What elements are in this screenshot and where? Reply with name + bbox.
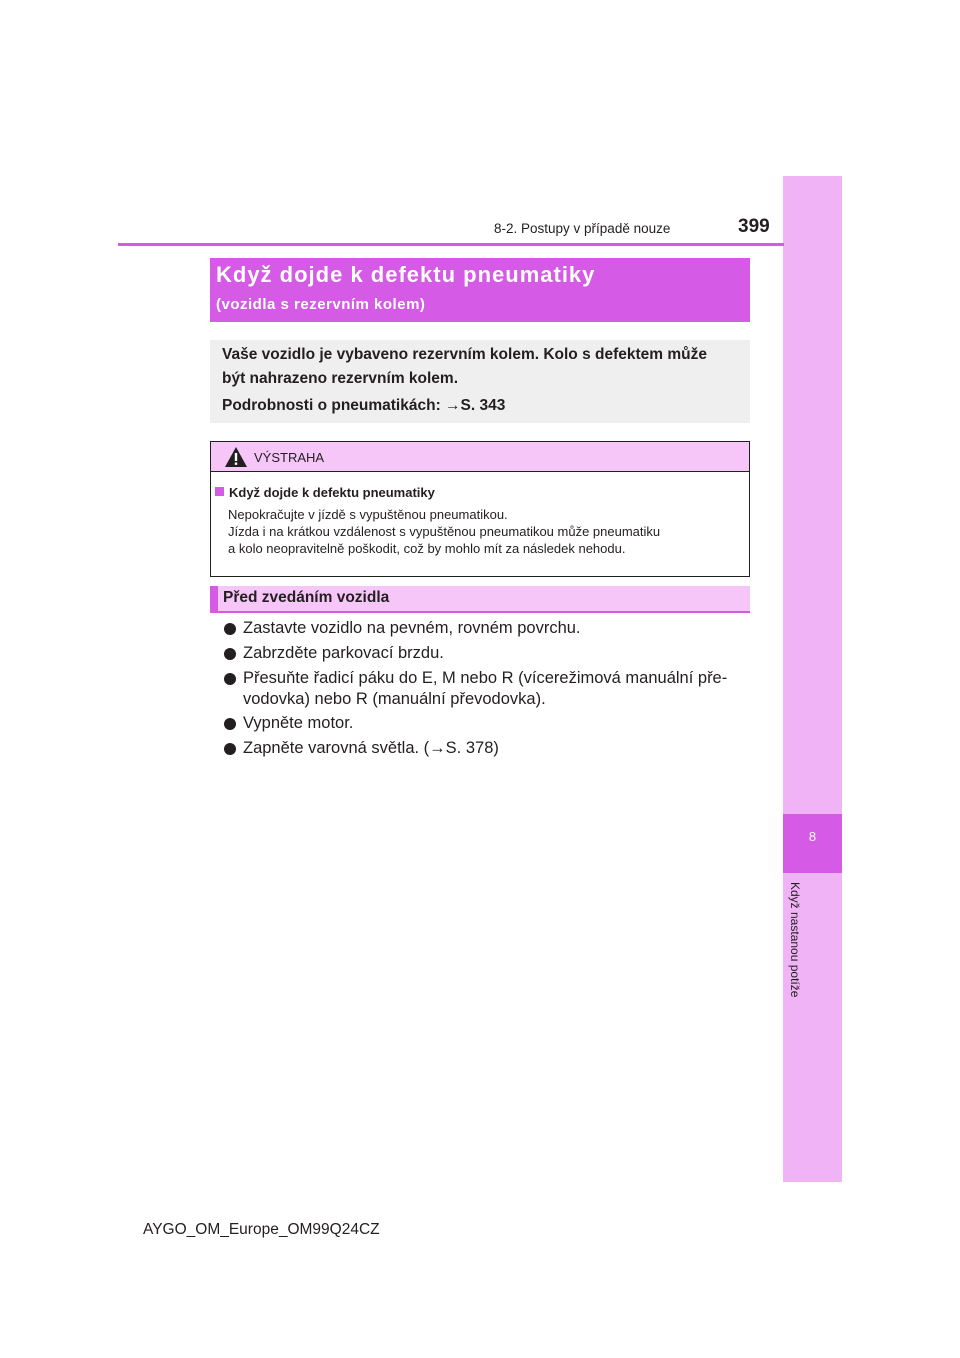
warning-line-3: a kolo neopravitelně poškodit, což by mohlo mít za následek nehodu. [228,541,626,556]
side-tab-strip [783,176,842,1182]
page-title: Když dojde k defektu pneumatiky [216,262,596,287]
list-bullet [224,743,236,755]
intro-line-1: Vaše vozidlo je vybaveno rezervním kolem. Kolo s defektem může [222,346,707,363]
intro-line-3: Podrobnosti o pneumatikách: →S. 343 [222,397,506,414]
list-bullet [224,673,236,685]
warning-line-2: Jízda i na krátkou vzdálenost s vypuštěnou pneumatikou může pneumatiku [228,524,661,539]
subsection-title: Před zvedáním vozidla [223,589,390,606]
warning-bullet-square [215,487,224,496]
intro-line-2: být nahrazeno rezervním kolem. [222,370,459,387]
list-item: Přesuňte řadicí páku do E, M nebo R (vícerežimová manuální pře- [243,669,728,687]
side-tab-chapter-title: Když nastanou potíže [788,882,802,998]
page-number: 399 [738,216,770,237]
list-item: Zabrzděte parkovací brzdu. [243,644,444,662]
page-subtitle: (vozidla s rezervním kolem) [216,296,426,313]
side-tab-chapter-number: 8 [808,829,817,844]
header-rule [118,243,784,246]
list-bullet [224,718,236,730]
list-item-continuation: vodovka) nebo R (manuální převodovka). [243,690,546,708]
list-item: Zapněte varovná světla. (→S. 378) [243,739,499,757]
warning-label: VÝSTRAHA [254,450,325,465]
warning-item-title: Když dojde k defektu pneumatiky [229,485,435,500]
subsection-accent-bar [210,586,218,611]
warning-line-1: Nepokračujte v jízdě s vypuštěnou pneumatikou. [228,507,508,522]
list-bullet [224,623,236,635]
footer-doc-code: AYGO_OM_Europe_OM99Q24CZ [143,1221,380,1238]
warning-triangle-icon [224,446,248,468]
list-bullet [224,648,236,660]
list-item: Vypněte motor. [243,714,354,732]
header-section-title: 8-2. Postupy v případě nouze [494,221,671,236]
list-item: Zastavte vozidlo na pevném, rovném povrchu. [243,619,581,637]
